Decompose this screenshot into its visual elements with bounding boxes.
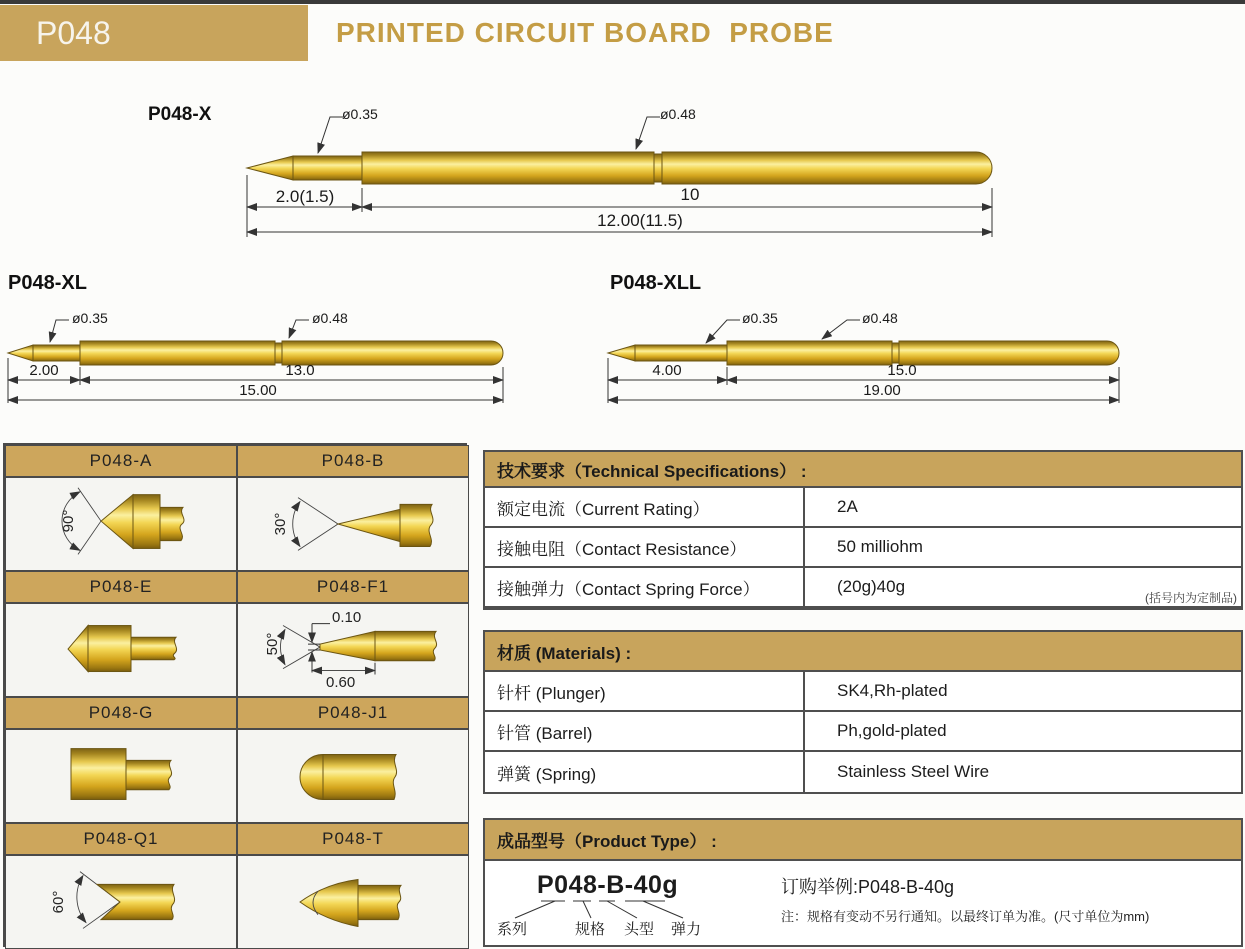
product-type-content xyxy=(485,861,1241,945)
tip-dome xyxy=(300,754,323,799)
tip-e-drawing xyxy=(6,604,236,696)
spec-table-title: 技术要求（Technical Specifications） : xyxy=(485,452,1241,488)
material-label: 针管 (Barrel) xyxy=(485,712,805,750)
leader-dia-tip xyxy=(318,117,343,153)
tip-cone xyxy=(300,879,358,926)
angle-arc xyxy=(293,501,300,546)
spec-footnote: (括号内为定制品) xyxy=(1145,591,1237,605)
tip-image-e xyxy=(5,603,237,697)
tip-shaft-break xyxy=(160,507,184,540)
angle-construction-lines xyxy=(283,626,320,669)
tip-q1-angle-label: 60° xyxy=(50,890,67,914)
probe-barrel-end xyxy=(662,152,992,184)
spec-label: 接触电阻（Contact Resistance） xyxy=(485,528,805,566)
probe-tip-cone xyxy=(8,345,33,361)
probe-groove xyxy=(654,154,662,182)
tip-cone xyxy=(320,631,375,660)
tip-body xyxy=(133,495,160,549)
spec-row-resistance xyxy=(485,528,1241,568)
spec-row-current xyxy=(485,488,1241,528)
tip-body-break xyxy=(375,631,437,660)
tip-shaft-break xyxy=(131,637,177,660)
series-badge-label: P048 xyxy=(36,15,111,51)
tip-a-drawing xyxy=(6,478,236,570)
dim-barrel: 15.0 xyxy=(887,362,917,379)
product-code: P048-B-40g xyxy=(537,871,679,899)
tip-header-e: P048-E xyxy=(5,571,237,603)
dim-total: 19.00 xyxy=(863,382,901,399)
dim-barrel: 13.0 xyxy=(285,362,315,379)
dia-barrel-label: ø0.48 xyxy=(862,310,898,326)
code-label-force: 弹力 xyxy=(671,921,702,938)
top-rule xyxy=(0,0,1245,4)
order-note: 注：规格有变动不另行通知。以最终订单为准。(尺寸单位为mm) xyxy=(781,909,1150,924)
probe-plunger xyxy=(635,345,727,361)
code-label-spec: 规格 xyxy=(575,921,606,938)
tip-image-f1 xyxy=(237,603,469,697)
tip-shaft-break xyxy=(126,760,172,789)
tip-image-q1 xyxy=(5,855,237,949)
dia-barrel-label: ø0.48 xyxy=(660,106,696,122)
drawing-p048-x xyxy=(230,100,1150,248)
tip-image-b xyxy=(237,477,469,571)
drawing-p048-xll xyxy=(605,268,1135,410)
angle-construction-lines xyxy=(298,498,338,551)
tip-body-break xyxy=(400,504,433,546)
probe-groove xyxy=(892,343,899,363)
material-value: SK4,Rh-plated xyxy=(837,681,948,700)
dia-barrel-label: ø0.48 xyxy=(312,310,348,326)
tip-header-j1: P048-J1 xyxy=(237,697,469,729)
tip-cone xyxy=(101,495,133,549)
tip-image-a xyxy=(5,477,237,571)
material-row-spring xyxy=(485,752,1241,792)
materials-table-title: 材质 (Materials) : xyxy=(485,632,1241,672)
spec-label: 额定电流（Current Rating） xyxy=(485,488,805,526)
material-label: 针杆 (Plunger) xyxy=(485,672,805,710)
tip-j1-drawing xyxy=(238,730,468,822)
product-type-panel xyxy=(483,818,1243,947)
leader-dia-barrel xyxy=(636,117,660,149)
page-title: PRINTED CIRCUIT BOARD PROBE xyxy=(336,17,834,48)
dia-tip-label: ø0.35 xyxy=(342,106,378,122)
spec-label: 接触弹力（Contact Spring Force） xyxy=(485,568,805,606)
probe-barrel xyxy=(362,152,654,184)
tip-header-b: P048-B xyxy=(237,445,469,477)
dim-tip: 4.00 xyxy=(652,362,682,379)
tip-image-t xyxy=(237,855,469,949)
materials-table xyxy=(483,630,1243,794)
tip-t-drawing xyxy=(238,856,468,948)
series-badge xyxy=(0,5,308,61)
dim-tip: 2.0(1.5) xyxy=(275,187,335,206)
tip-header-q1: P048-Q1 xyxy=(5,823,237,855)
leader-dia-barrel xyxy=(822,320,860,339)
tip-shaft-break xyxy=(358,885,401,919)
tip-q1-drawing xyxy=(6,856,236,948)
leader-dia-tip xyxy=(50,320,69,342)
leader-dia-barrel xyxy=(289,320,309,338)
probe-plunger xyxy=(293,156,362,180)
tip-cone xyxy=(68,626,88,672)
tip-header-g: P048-G xyxy=(5,697,237,729)
material-value: Ph,gold-plated xyxy=(837,721,947,740)
tip-g-drawing xyxy=(6,730,236,822)
tip-header-a: P048-A xyxy=(5,445,237,477)
tip-f1-dim-bottom: 0.60 xyxy=(326,674,356,691)
drawing-label-x: P048-X xyxy=(148,104,212,125)
product-type-title: 成品型号（Product Type） : xyxy=(485,820,1241,861)
code-label-series: 系列 xyxy=(497,921,528,938)
tip-image-g xyxy=(5,729,237,823)
probe-barrel xyxy=(80,341,275,365)
angle-construction-lines xyxy=(78,488,101,555)
leader-dia-tip xyxy=(706,320,740,343)
probe-tip-cone xyxy=(608,345,635,361)
material-row-plunger xyxy=(485,672,1241,712)
drawing-label-xll: P048-XLL xyxy=(610,272,702,294)
tip-f1-angle-label: 50° xyxy=(264,632,281,656)
tip-notched-body xyxy=(97,884,175,919)
spec-value: 2A xyxy=(837,497,858,516)
dim-total: 12.00(11.5) xyxy=(597,211,683,230)
tip-f1-dim-top: 0.10 xyxy=(332,609,362,626)
code-label-tip: 头型 xyxy=(624,921,655,938)
dia-tip-label: ø0.35 xyxy=(742,310,778,326)
tip-b-angle-label: 30° xyxy=(272,512,289,536)
dim-barrel: 10 xyxy=(680,185,700,204)
material-row-barrel xyxy=(485,712,1241,752)
tip-body-break xyxy=(323,754,397,799)
probe-tip-cone xyxy=(247,156,293,180)
tip-image-j1 xyxy=(237,729,469,823)
spec-value: 50 milliohm xyxy=(837,537,923,556)
spec-value: (20g)40g xyxy=(837,577,906,596)
dim-tip: 2.00 xyxy=(29,362,59,379)
tip-style-grid xyxy=(3,443,467,947)
probe-plunger xyxy=(33,345,80,361)
spec-row-spring-force xyxy=(485,568,1241,608)
order-example: 订购举例:P048-B-40g xyxy=(781,877,955,897)
tip-header-f1: P048-F1 xyxy=(237,571,469,603)
drawing-p048-xl xyxy=(0,268,570,410)
drawing-label-xl: P048-XL xyxy=(8,272,87,294)
probe-groove xyxy=(275,343,282,363)
material-value: Stainless Steel Wire xyxy=(837,762,990,781)
tip-header-t: P048-T xyxy=(237,823,469,855)
tip-a-angle-label: 90° xyxy=(60,509,77,533)
material-label: 弹簧 (Spring) xyxy=(485,752,805,792)
tip-cone xyxy=(338,509,400,541)
code-leader-lines xyxy=(515,901,683,918)
dim-total: 15.00 xyxy=(239,382,277,399)
angle-arc xyxy=(77,876,86,923)
dia-tip-label: ø0.35 xyxy=(72,310,108,326)
spec-table xyxy=(483,450,1243,610)
tip-body xyxy=(88,626,131,672)
tip-body xyxy=(71,749,126,800)
